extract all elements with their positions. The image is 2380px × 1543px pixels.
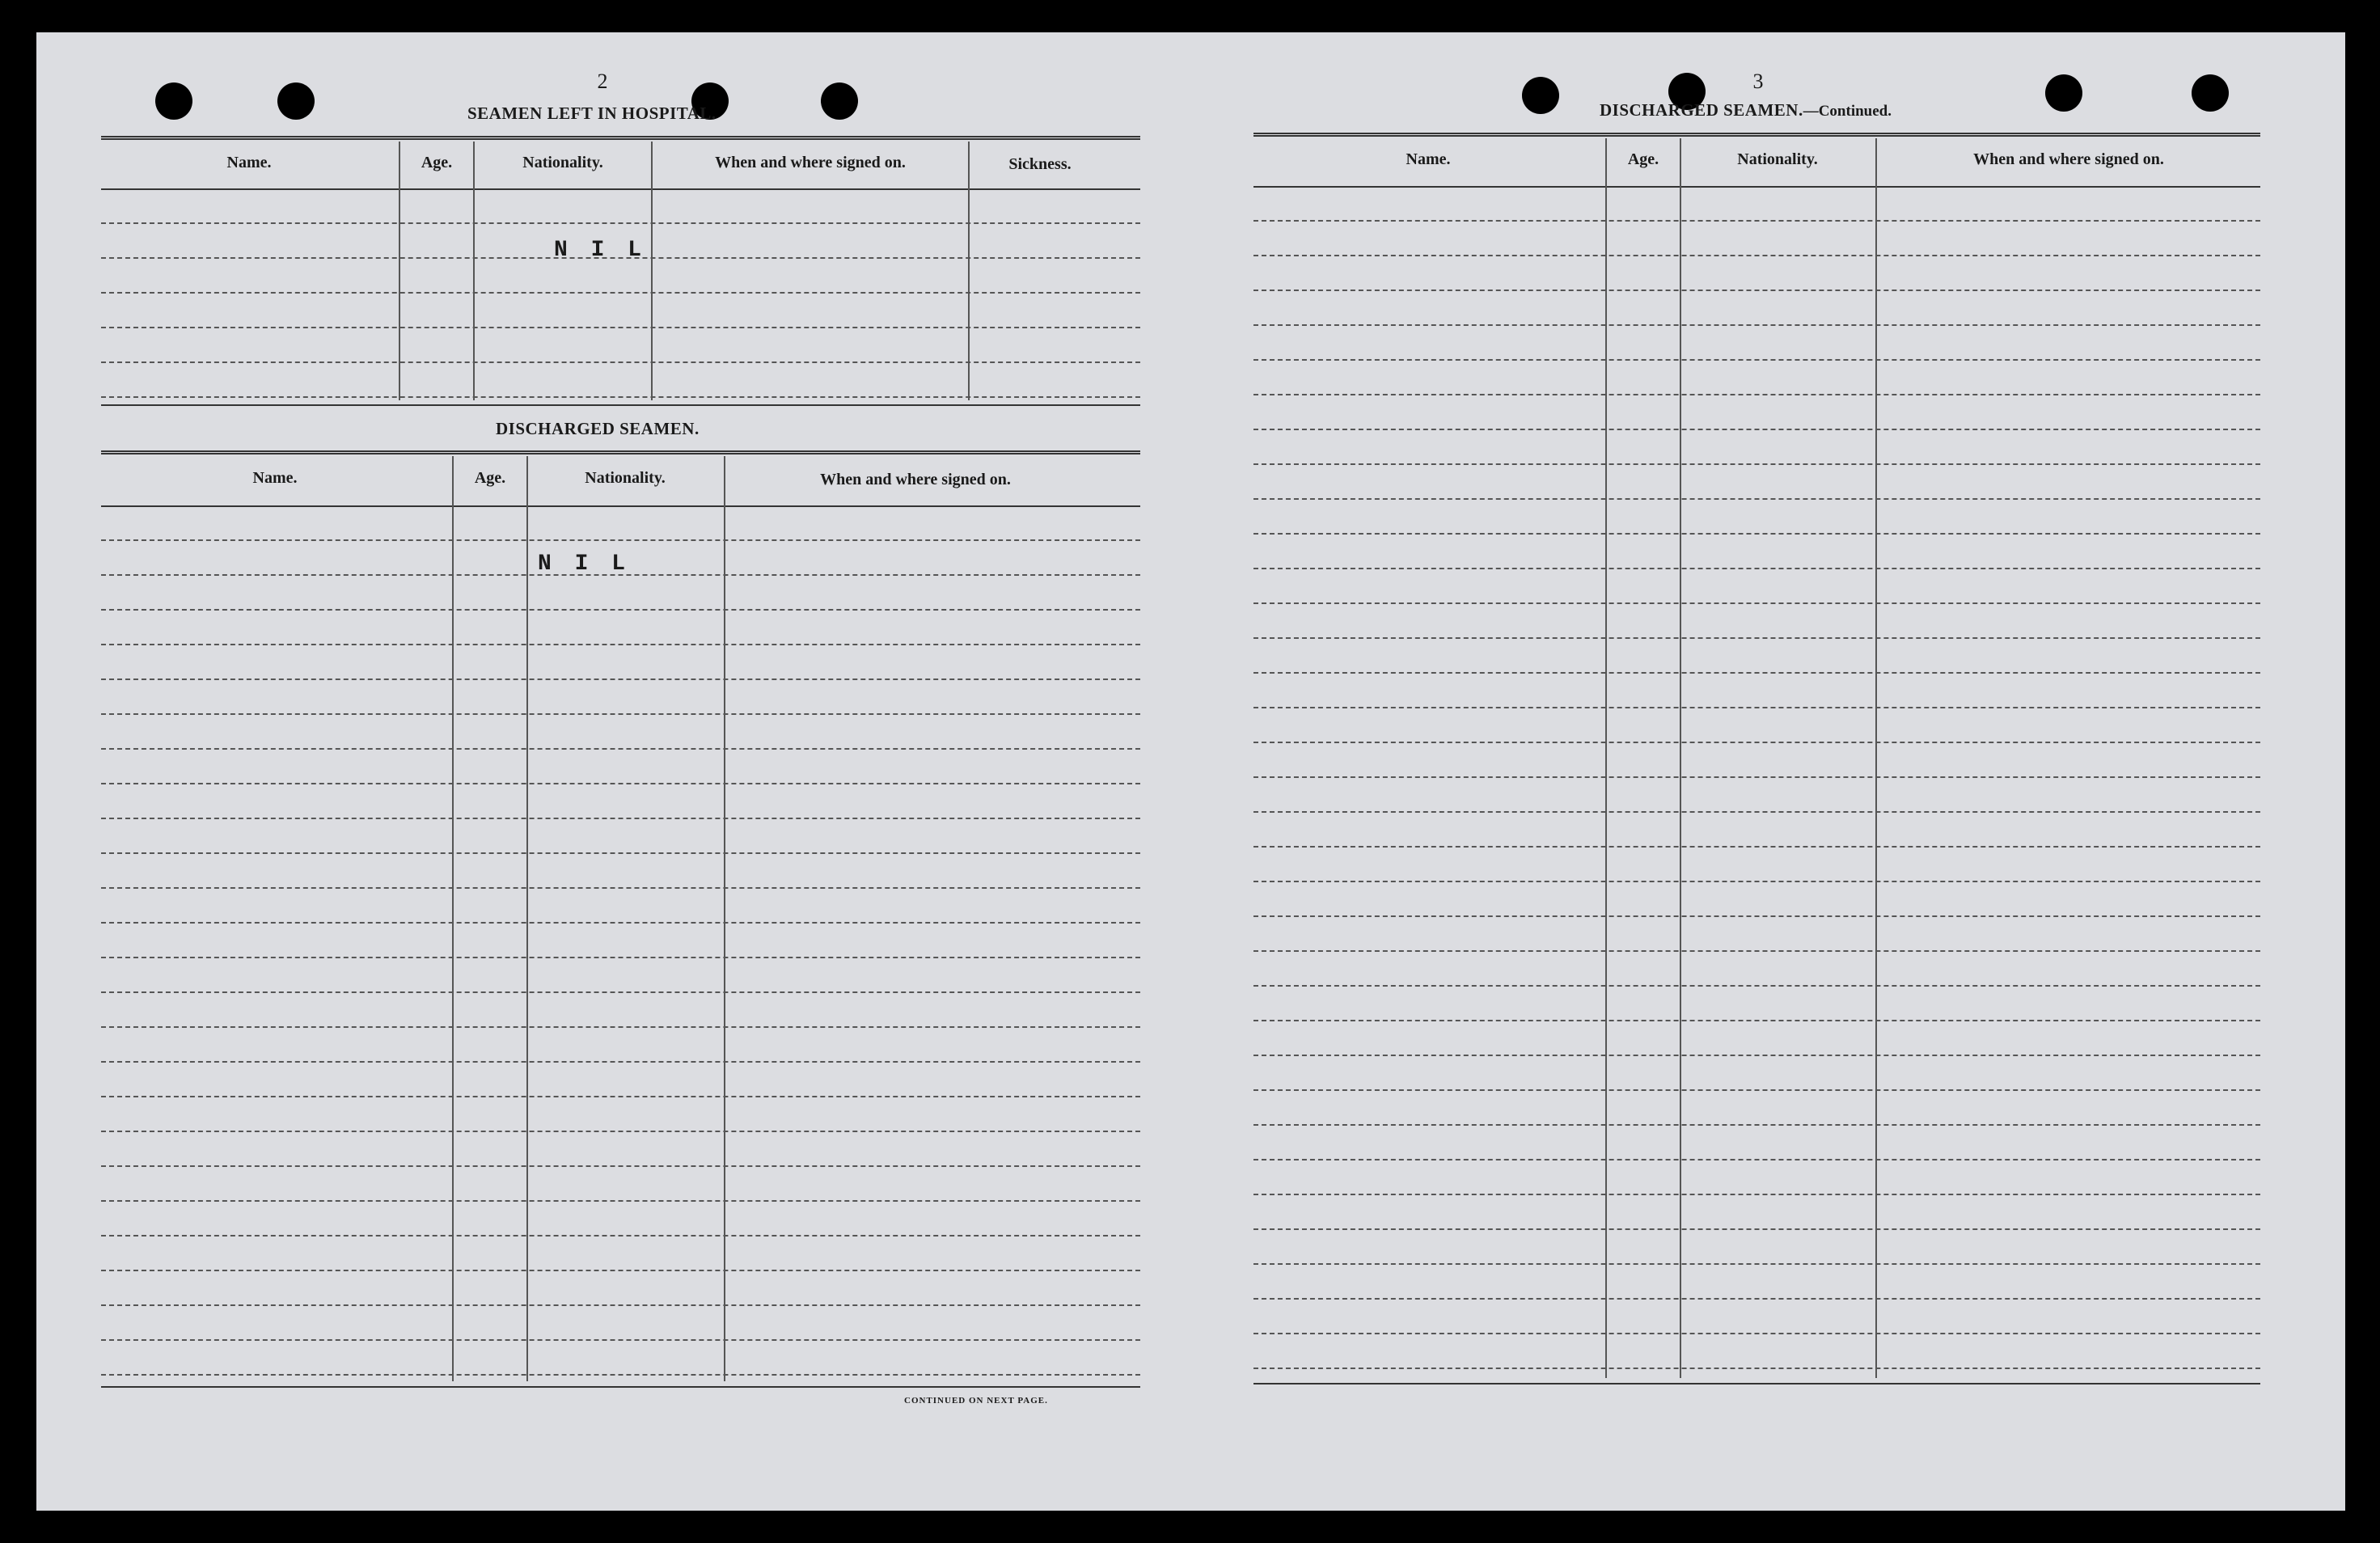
punch-hole-icon: [1522, 77, 1559, 114]
column-divider: [526, 456, 528, 1381]
column-header-name: Name.: [226, 154, 272, 171]
entry-row-line: [1253, 568, 2260, 569]
double-rule: [101, 136, 1140, 140]
column-header-signed-on: When and where signed on.: [820, 471, 1011, 488]
entry-row-line: [1253, 1089, 2260, 1091]
entry-row-line: [1253, 1333, 2260, 1334]
title-main: DISCHARGED SEAMEN.: [1600, 100, 1803, 120]
column-divider: [724, 456, 725, 1381]
entry-row-line: [1253, 707, 2260, 708]
entry-row-line: [1253, 324, 2260, 326]
column-header-nationality: Nationality.: [1737, 150, 1818, 168]
entry-row-line: [101, 1200, 1140, 1202]
entry-row-line: [1253, 672, 2260, 674]
entry-row-line: [101, 1026, 1140, 1028]
header-rule: [101, 505, 1140, 507]
continued-note: CONTINUED ON NEXT PAGE.: [904, 1396, 1048, 1406]
entry-row-line: [101, 818, 1140, 819]
entry-row-line: [1253, 429, 2260, 430]
column-header-age: Age.: [1627, 150, 1659, 168]
header-rule: [101, 188, 1140, 190]
entry-row-line: [1253, 1298, 2260, 1300]
entry-row-line: [1253, 637, 2260, 639]
punch-hole-icon: [277, 82, 315, 120]
entry-row-line: [101, 292, 1140, 294]
entry-row-line: [1253, 1020, 2260, 1021]
punch-hole-icon: [2192, 74, 2229, 112]
entry-row-line: [1253, 463, 2260, 465]
punch-hole-icon: [2045, 74, 2082, 112]
entry-row-line: [101, 1131, 1140, 1132]
entry-row-line: [101, 713, 1140, 715]
entry-row-line: [101, 887, 1140, 889]
column-header-nationality: Nationality.: [522, 154, 603, 171]
entry-row-line: [101, 922, 1140, 924]
entry-row-line: [101, 609, 1140, 611]
column-header-sickness: Sickness.: [1008, 155, 1072, 173]
column-header-nationality: Nationality.: [585, 469, 666, 487]
nil-entry: N I L: [554, 238, 647, 263]
entry-row-line: [101, 396, 1140, 398]
entry-row-line: [101, 1304, 1140, 1306]
double-rule: [1253, 133, 2260, 137]
entry-row-line: [1253, 220, 2260, 222]
entry-row-line: [1253, 1055, 2260, 1056]
entry-row-line: [101, 327, 1140, 328]
entry-row-line: [101, 644, 1140, 645]
entry-row-line: [1253, 290, 2260, 291]
entry-row-line: [101, 852, 1140, 854]
entry-row-line: [1253, 602, 2260, 604]
page-number: 2: [597, 70, 608, 93]
column-header-name: Name.: [252, 469, 298, 487]
entry-row-line: [101, 222, 1140, 224]
column-header-signed-on: When and where signed on.: [1973, 150, 2164, 168]
entry-row-line: [1253, 533, 2260, 535]
punch-hole-icon: [821, 82, 858, 120]
column-divider: [452, 456, 454, 1381]
entry-row-line: [1253, 985, 2260, 987]
entry-row-line: [1253, 498, 2260, 500]
page-number: 3: [1752, 70, 1764, 93]
column-header-age: Age.: [421, 154, 453, 171]
entry-row-line: [1253, 742, 2260, 743]
entry-row-line: [1253, 1228, 2260, 1230]
discharged-continued-title: [1600, 100, 1892, 120]
entry-row-line: [1253, 811, 2260, 813]
header-rule: [1253, 186, 2260, 188]
entry-row-line: [1253, 950, 2260, 952]
entry-row-line: [101, 1096, 1140, 1097]
entry-row-line: [1253, 359, 2260, 361]
entry-row-line: [1253, 1368, 2260, 1369]
entry-row-line: [1253, 1263, 2260, 1265]
entry-row-line: [1253, 1194, 2260, 1195]
entry-row-line: [1253, 846, 2260, 848]
title-suffix: —Continued.: [1803, 103, 1892, 120]
column-header-age: Age.: [474, 469, 506, 487]
entry-row-line: [1253, 255, 2260, 256]
rule: [101, 404, 1140, 406]
entry-row-line: [1253, 394, 2260, 395]
column-header-signed-on: When and where signed on.: [715, 154, 906, 171]
column-header-name: Name.: [1406, 150, 1451, 168]
entry-row-line: [101, 1339, 1140, 1341]
entry-row-line: [101, 1061, 1140, 1063]
entry-row-line: [1253, 1159, 2260, 1160]
punch-hole-icon: [155, 82, 192, 120]
entry-row-line: [1253, 1124, 2260, 1126]
discharged-section-title: DISCHARGED SEAMEN.: [496, 419, 700, 438]
entry-row-line: [101, 748, 1140, 750]
entry-row-line: [101, 678, 1140, 680]
entry-row-line: [101, 1374, 1140, 1376]
entry-row-line: [101, 783, 1140, 784]
entry-row-line: [1253, 776, 2260, 778]
rule: [1253, 1383, 2260, 1384]
entry-row-line: [101, 991, 1140, 993]
hospital-section-title: SEAMEN LEFT IN HOSPITAL.: [467, 104, 717, 123]
entry-row-line: [1253, 915, 2260, 917]
entry-row-line: [101, 1270, 1140, 1271]
rule: [101, 1386, 1140, 1388]
entry-row-line: [101, 957, 1140, 958]
entry-row-line: [101, 361, 1140, 363]
nil-entry: N I L: [538, 552, 631, 577]
entry-row-line: [101, 1235, 1140, 1237]
entry-row-line: [1253, 881, 2260, 882]
entry-row-line: [101, 1165, 1140, 1167]
entry-row-line: [101, 539, 1140, 541]
double-rule: [101, 450, 1140, 454]
ledger-sheet: [36, 32, 2345, 1511]
